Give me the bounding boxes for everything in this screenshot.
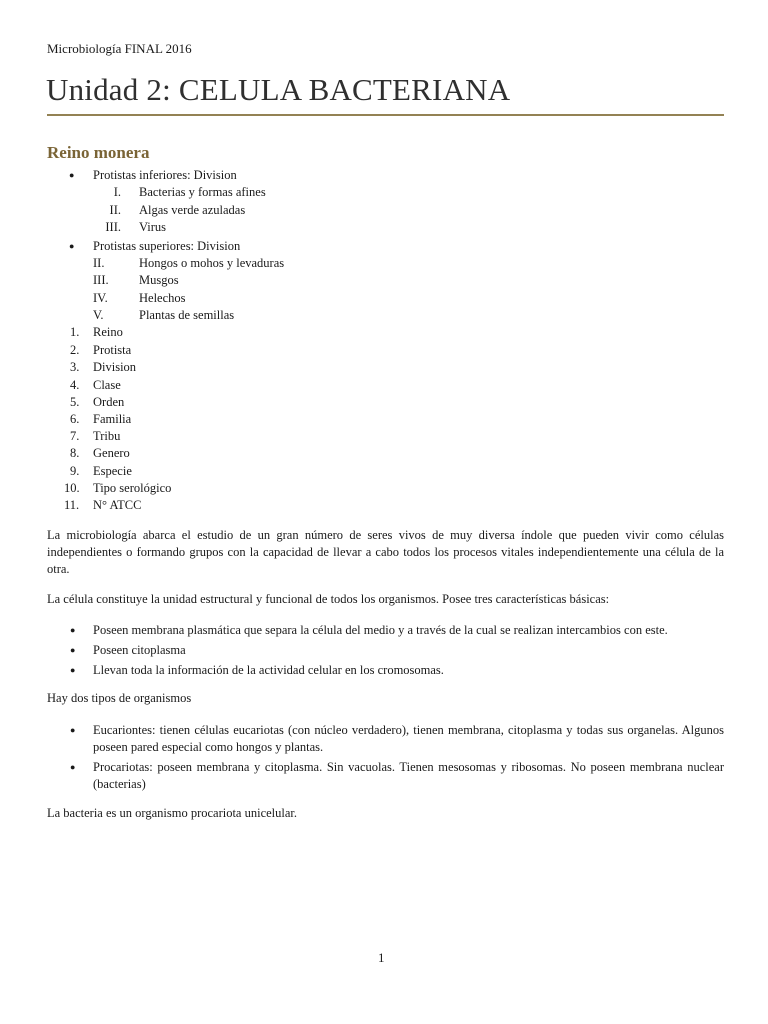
list-item-text: Genero bbox=[93, 446, 130, 460]
page-title: Unidad 2: CELULA BACTERIANA bbox=[46, 72, 511, 107]
list-item-text: Poseen citoplasma bbox=[93, 643, 186, 657]
list-item-text: Poseen membrana plasmática que separa la célula del medio y a través de la cual se realizan intercambios con este. bbox=[93, 623, 668, 637]
list-item-text: Familia bbox=[93, 412, 132, 426]
list-item-text: Protista bbox=[93, 343, 132, 357]
paragraph: La microbiología abarca el estudio de un gran número de seres vivos de muy diversa índole que pueden vivir como células independientes o formando grupos con la capacidad de llevar a cabo todos los procesos vitales independientemente una célula de la otra. bbox=[47, 528, 724, 576]
list-item-text: Helechos bbox=[139, 291, 186, 305]
running-header: Microbiología FINAL 2016 bbox=[47, 41, 192, 56]
list-item-text: Procariotas: poseen membrana y citoplasma. Sin vacuolas. Tienen mesosomas y ribosomas. No poseen membrana nuclear (bacterias) bbox=[93, 760, 724, 791]
list-item-number: 4. bbox=[70, 378, 80, 392]
list-item-number: IV. bbox=[93, 291, 108, 305]
list-item-number: 8. bbox=[70, 446, 80, 460]
list-item-text: Algas verde azuladas bbox=[139, 203, 246, 217]
list-item-text: Division bbox=[93, 360, 137, 374]
list-item-text: Llevan toda la información de la actividad celular en los cromosomas. bbox=[93, 663, 444, 677]
bullet-icon: ● bbox=[70, 665, 76, 675]
list-item-text: Plantas de semillas bbox=[139, 308, 235, 322]
list-item-text: Hongos o mohos y levaduras bbox=[139, 256, 285, 270]
bullet-icon: ● bbox=[69, 241, 75, 251]
list-item-number: II. bbox=[93, 256, 105, 270]
list-item-text: Bacterias y formas afines bbox=[139, 185, 266, 199]
page-number: 1 bbox=[378, 950, 385, 965]
list-item-number: 5. bbox=[70, 395, 80, 409]
bullet-icon: ● bbox=[70, 625, 76, 635]
list-item-text: Orden bbox=[93, 395, 125, 409]
list-item-text: Clase bbox=[93, 378, 121, 392]
list-item-number: I. bbox=[113, 185, 121, 199]
paragraph: La célula constituye la unidad estructural y funcional de todos los organismos. Posee tres características básicas: bbox=[47, 592, 610, 606]
section-heading: Reino monera bbox=[47, 143, 150, 162]
list-item-number: 6. bbox=[70, 412, 80, 426]
list-item-number: II. bbox=[109, 203, 121, 217]
list-item-number: 9. bbox=[70, 464, 80, 478]
list-item-text: N° ATCC bbox=[93, 498, 142, 512]
bullet-icon: ● bbox=[70, 725, 76, 735]
list-item-text: Tribu bbox=[93, 429, 121, 443]
list-item-text: Virus bbox=[139, 220, 167, 234]
list-item-number: V. bbox=[93, 308, 104, 322]
list-item-text: Reino bbox=[93, 325, 123, 339]
paragraph: Hay dos tipos de organismos bbox=[47, 691, 192, 705]
list-item-text: Protistas superiores: Division bbox=[93, 239, 241, 253]
list-item-text: Musgos bbox=[139, 273, 179, 287]
list-item-number: 3. bbox=[70, 360, 80, 374]
bullet-icon: ● bbox=[69, 170, 75, 180]
title-divider bbox=[47, 114, 724, 116]
bullet-icon: ● bbox=[70, 645, 76, 655]
list-item-number: 11. bbox=[64, 498, 80, 512]
list-item-number: III. bbox=[93, 273, 109, 287]
list-item-text: Tipo serológico bbox=[93, 481, 172, 495]
list-item-text: Protistas inferiores: Division bbox=[93, 168, 237, 182]
list-item-text: Especie bbox=[93, 464, 132, 478]
list-item-number: III. bbox=[105, 220, 121, 234]
list-item-text: Eucariontes: tienen células eucariotas (con núcleo verdadero), tienen membrana, citoplasma y todas sus organelas. Algunos poseen pared especial como hongos y plantas. bbox=[93, 723, 724, 754]
list-item-number: 7. bbox=[70, 429, 80, 443]
paragraph: La bacteria es un organismo procariota unicelular. bbox=[47, 806, 298, 820]
list-item-number: 2. bbox=[70, 343, 80, 357]
list-item-number: 10. bbox=[64, 481, 80, 495]
bullet-icon: ● bbox=[70, 762, 76, 772]
list-item-number: 1. bbox=[70, 325, 80, 339]
